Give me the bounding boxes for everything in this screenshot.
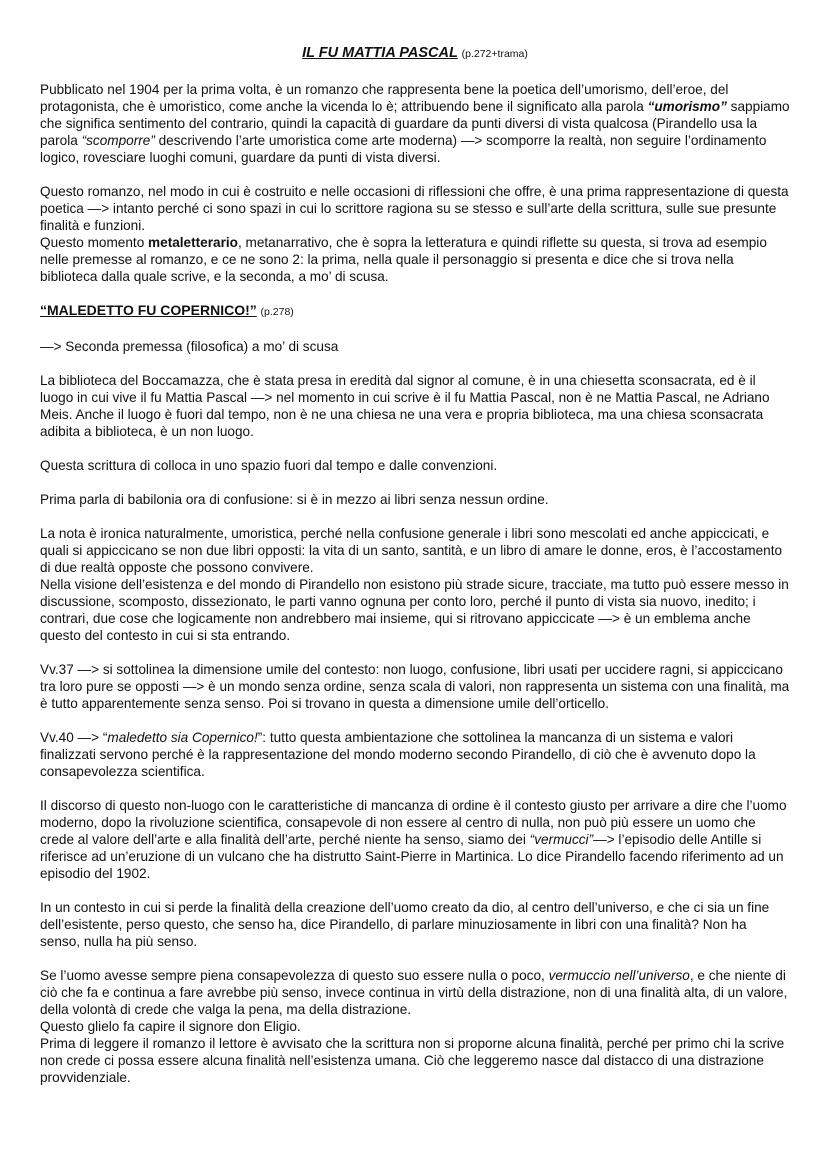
paragraph-don-eligio: Questo glielo fa capire il signore don Eligio.: [40, 1019, 301, 1034]
paragraph-vv40: [40, 729, 790, 780]
title-line: [40, 44, 790, 63]
paragraph-text: Il discorso di questo non-luogo con le caratteristiche di mancanza di ordine è il contesto giusto per arrivare a dire che l’uomo moderno, dopo la rivoluzione scientifica, consapevole di non essere al centro di nulla, non può più essere un uomo che crede al valore dell’arte e alla finalità dell’arte, perché niente ha senso, siamo dei: [40, 798, 787, 847]
quote-vermucci: “vermucci”: [529, 832, 594, 847]
paragraph-conclusione: Prima di leggere il romanzo il lettore è avvisato che la scrittura non si proporne alcuna finalità, perché per primo chi la scrive non crede ci possa essere alcuna finalità nell’esistenza umana. Ciò che leggeremo nasce dal distacco di una distrazione provvidenziale.: [40, 1036, 785, 1085]
term-metaletterario: metaletterario: [148, 235, 238, 250]
paragraph-babilonia: Prima parla di babilonia ora di confusione: si è in mezzo ai libri senza nessun ordine.: [40, 492, 549, 507]
paragraph-seconda-premessa: —> Seconda premessa (filosofica) a mo’ di scusa: [40, 339, 339, 354]
title-page-reference: (p.272+trama): [461, 48, 528, 60]
term-umorismo: “umorismo”: [647, 99, 727, 114]
paragraph-text: descrivendo l’arte umoristica come arte moderna) —> scomporre la realtà, non seguire l’ordinamento logico, rovesciare luoghi comuni, guardare da punti di vista diversi.: [40, 133, 767, 165]
quote-copernico: maledetto sia Copernico!: [107, 730, 258, 745]
paragraph-biblioteca: La biblioteca del Boccamazza, che è stata presa in eredità dal signor al comune, è in una chiesetta sconsacrata, ed è il luogo in cui vive il fu Mattia Pascal —> nel momento in cui scrive è il fu Mattia Pascal, non è ne Mattia Pascal, ne Adriano Meis. Anche il luogo è fuori dal tempo, non è ne una chiesa ne una vera e propria biblioteca, ma una chiesa sconsacrata adibita a biblioteca, è un non luogo.: [40, 373, 770, 439]
paragraph-finalita: In un contesto in cui si perde la finalità della creazione dell’uomo creato da dio, al centro dell’universo, e che ci sia un fine dell’esistente, perso questo, che senso ha, dice Pirandello, di parlare minuziosamente in libri con una finalità? Non ha senso, nulla ha più senso.: [40, 900, 770, 949]
paragraph-text: —> l’episodio delle Antille si riferisce ad un’eruzione di un vulcano che ha distrutto Saint-Pierre in Martinica. Lo dice Pirandello facendo riferimento ad un episodio del 1902.: [40, 832, 784, 881]
paragraph-nota-ironica: La nota è ironica naturalmente, umoristica, perché nella confusione generale i libri sono mescolati ed anche appiccicati, e quali si appiccicano se non due libri opposti: la vita di un santo, santità, e un libro di amare le donne, eros, è l’accostamento di due realtà opposte che possono convivere.: [40, 526, 783, 575]
paragraph-poetica: Questo romanzo, nel modo in cui è costruito e nelle occasioni di riflessioni che offre, è una prima rappresentazione di questa poetica —> intanto perché ci sono spazi in cui lo scrittore ragiona su se stesso e sull’arte della scrittura, sulle sue presunte finalità e funzioni.: [40, 184, 789, 233]
quote-vermuccio: vermuccio nell’universo: [548, 968, 690, 983]
paragraph-text: Pubblicato nel 1904 per la prima volta, è un romanzo che rappresenta bene la poetica dell’umorismo, dell’eroe, del protagonista, che è umoristico, come anche la vicenda lo è; attribuendo bene il significato alla parola: [40, 82, 729, 114]
paragraph-text: Vv.40 —> “: [40, 730, 108, 745]
paragraph-scrittura: Questa scrittura di colloca in uno spazio fuori dal tempo e dalle convenzioni.: [40, 458, 498, 473]
document-page: [40, 44, 790, 1086]
paragraph-visione: Nella visione dell’esistenza e del mondo di Pirandello non esistono più strade sicure, tracciate, ma tutto può essere messo in discussione, scomposto, dissezionato, le parti vanno ognuna per conto loro, perché il punto di vista sia nuovo, inedito; i contrari, due cose che logicamente non andrebbero mai insieme, qui si ritrovano appiccicate —> è un emblema anche questo del contesto in cui si sta entrando.: [40, 577, 789, 643]
paragraph-intro: [40, 81, 790, 166]
paragraph-text: , metanarrativo, che è sopra la letteratura e quindi riflette su questa, si trova ad esempio nelle premesse al romanzo, e ce ne sono 2: la prima, nella quale il personaggio si presenta e dice che si trova nella biblioteca dalla quale scrive, e la seconda, a mo’ di scusa.: [40, 235, 767, 284]
section-page-reference: (p.278): [260, 306, 294, 318]
paragraph-metaletterario: [40, 234, 790, 285]
paragraph-text: sappiamo che significa sentimento del contrario, quindi la capacità di guardare da punti diversi di vista qualcosa (Pirandello usa la parola: [40, 99, 790, 148]
paragraph-distrazione: [40, 967, 790, 1018]
paragraph-text: , e che niente di ciò che fa e continua a fare avrebbe più senso, invece continua in virtù della distrazione, non di una finalità alta, di un valore, della volontà di crede che valga la pena, ma della distrazione.: [40, 968, 788, 1017]
section-heading: [40, 302, 790, 321]
section-title: “MALEDETTO FU COPERNICO!”: [40, 302, 257, 318]
paragraph-text: Questo momento: [40, 235, 149, 250]
page-title: IL FU MATTIA PASCAL: [302, 45, 458, 61]
paragraph-text: Se l’uomo avesse sempre piena consapevolezza di questo suo essere nulla o poco,: [40, 968, 549, 983]
paragraph-non-luogo: [40, 797, 790, 882]
paragraph-text: ”: tutto questa ambientazione che sottolinea la mancanza di un sistema e valori finalizzati servono perché è la rappresentazione del mondo moderno secondo Pirandello, di ciò che è avvenuto dopo la consapevolezza scientifica.: [40, 730, 756, 779]
term-scomporre: “scomporre”: [81, 133, 155, 148]
paragraph-vv37: Vv.37 —> si sottolinea la dimensione umile del contesto: non luogo, confusione, libri usati per uccidere ragni, si appiccicano tra loro pure se opposti —> è un mondo senza ordine, senza scala di valori, non rappresenta un sistema con una finalità, ma è tutto apparentemente senza senso. Poi si trovano in questa a dimensione umile dell’orticello.: [40, 662, 790, 711]
